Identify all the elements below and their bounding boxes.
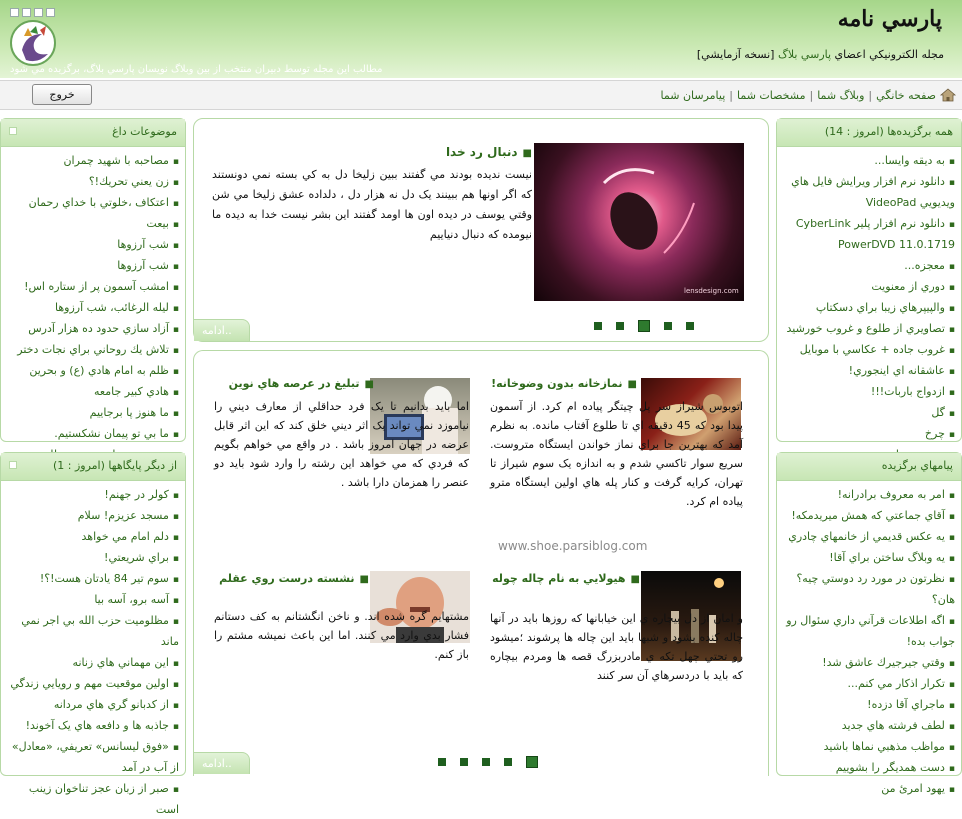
blog-watermark: www.shoe.parsiblog.com	[498, 539, 648, 553]
list-item[interactable]: ▪ «فوق ليسانس» تعريفي، «معادل»	[7, 737, 179, 758]
list-item[interactable]: ماند	[160, 635, 179, 648]
list-item[interactable]: ▪ آقاي جماعتي كه همش ميريدمكه!	[783, 506, 955, 527]
featured-title[interactable]: ■ دنبال رد خدا	[212, 145, 532, 159]
box-corner-icon	[9, 127, 17, 135]
list-item[interactable]: ▪ مسجد عزيزم! سلام	[7, 506, 179, 527]
list-item[interactable]: ▪ به ديقه وايسا...	[783, 151, 955, 172]
list-item[interactable]: ▪ جاذبه ها و دافعه هاي يک آخوند!	[7, 716, 179, 737]
logo-icon	[10, 20, 56, 66]
list-item[interactable]: ▪ هادي كبير جامعه	[7, 382, 179, 403]
nav-profile[interactable]: مشخصات شما	[737, 88, 806, 102]
list-item[interactable]: ▪ آسه برو، آسه بيا	[7, 590, 179, 611]
post-text-street: و امان از دل بيچاره ي اين خيابانها كه روزها بايد در آنها چاله كنده بشود و شبها بايد اين چاله ها پرشوند ؛ميشود رو تحتي چهل تكه ي مادربزرگ قصه ها ومردم بيچاره كه بايد با دردسرهاي آن سر كنند	[490, 612, 743, 682]
pager-dot[interactable]	[664, 322, 672, 330]
list-item[interactable]: ▪ اين مهماني هاي زنانه	[7, 653, 179, 674]
list-item[interactable]: ▪ آزاد سازي حدود ده هزار آدرس	[7, 319, 179, 340]
list-item[interactable]: ▪ دانلود نرم افزار ويرايش فايل هاي	[783, 172, 955, 193]
all-selected-header	[777, 119, 961, 147]
list-item[interactable]: ▪ امر به معروف برادرانه!	[783, 485, 955, 506]
other-sites-box	[0, 452, 186, 816]
list-item[interactable]: ▪ ليله الرغائب، شب آرزوها	[7, 298, 179, 319]
all-selected-list	[777, 147, 961, 466]
all-selected-count: (امروز : 14)	[824, 125, 884, 138]
list-item[interactable]: ▪ از كدبانو گري هاي مردانه	[7, 695, 179, 716]
post-text-cleric: اما بايد بدانيم تا يک فرد حداقلي از معارف ديني را نياموزد نمي تواند يک اثر ديني خلق كند كه اين اثر قابل عرضه در جهان امروز باشد . در واقع مي خواهم بگويم كه فردي كه مي خواهد اين رشته را وارد شود بايد دو عنصر را همزمان دارا باشد .	[214, 400, 469, 489]
featured-image-caption: lensdesign.com	[684, 287, 739, 295]
list-item[interactable]: ▪ يه وبلاگ ساختن براي آقا!	[783, 548, 955, 569]
featured-pager	[594, 320, 694, 332]
logout-button[interactable]: خروج	[32, 84, 92, 105]
all-selected-box	[776, 118, 962, 442]
list-item[interactable]: ▪ سوم تير 84 يادتان هست!؟!	[7, 569, 179, 590]
hot-topics-header	[1, 119, 185, 147]
list-item[interactable]: ▪ صبر از زبان عجز تناخوان زينب است	[7, 779, 179, 819]
post-title[interactable]: ■ نشسته درست روي عقلم	[214, 569, 369, 590]
list-item[interactable]: ▪ شب آرزوها	[7, 256, 179, 277]
list-item[interactable]: PowerDVD 11.0.1719	[837, 238, 955, 251]
all-selected-title: همه برگزيده‌ها	[887, 125, 953, 138]
list-item[interactable]: جواب بده!	[906, 635, 955, 648]
top-navbar	[0, 80, 962, 110]
list-item[interactable]: ▪ دانلود نرم افزار پلير CyberLink	[783, 214, 955, 235]
pager-dot[interactable]	[482, 758, 490, 766]
post-block-prayer	[490, 377, 743, 390]
post-title[interactable]: ■ نمازخانه بدون وضوخانه!	[490, 377, 637, 390]
list-item[interactable]: ▪ ما بي تو پيمان نشكستيم.	[7, 424, 179, 445]
site-logo[interactable]	[6, 6, 58, 62]
nav-separator: |	[809, 88, 814, 102]
list-item[interactable]: ▪ يهود امرئ من	[783, 779, 955, 800]
other-sites-list	[1, 481, 185, 819]
list-item[interactable]: ▪ امشب آسمون پر از ستاره اس!	[7, 277, 179, 298]
list-item[interactable]: ▪ بيعت	[7, 214, 179, 235]
list-item[interactable]: ▪ ازدواج باربات!!!	[783, 382, 955, 403]
selected-messages-list	[777, 481, 961, 800]
other-sites-count: (امروز : 1)	[52, 459, 105, 472]
posts-panel	[193, 350, 769, 776]
list-item[interactable]: ▪ اگه اطلاعات قرآني داري سئوال رو	[783, 611, 955, 632]
featured-image[interactable]	[534, 143, 744, 301]
list-item[interactable]: ▪ تكرار اذكار مي كنم...	[783, 674, 955, 695]
pager-dot[interactable]	[438, 758, 446, 766]
list-item[interactable]: ▪ زن يعني تحريك!؟	[7, 172, 179, 193]
list-item[interactable]: ▪ دست همديگر را بشوييم	[783, 758, 955, 779]
posts-pager	[438, 756, 538, 768]
posts-more-link[interactable]: ادامه..	[194, 752, 250, 774]
post-title[interactable]: ■ هيولايي به نام چاله چوله	[490, 569, 640, 590]
list-item[interactable]: ▪ مواظب مذهبي نماها باشيد	[783, 737, 955, 758]
post-text-prayer: اتوبوس شيراز سر پل چيتگر پياده ام كرد. از آسمون پيدا بود كه 45 دقيقه اي تا طلوع آفتاب مانده. به نظرم آمد كه بهترين جا براي نماز خواندن ايستگاه متروست. سريع سوار تاكسي شدم و به اندازه يک سوم شيراز تا تهران، كرايه گرفت و كنار پله هاي اولين ايستگاه مترو پياده ام كرد.	[490, 400, 743, 508]
nav-links	[661, 88, 956, 102]
list-item[interactable]: ويديويي VideoPad	[865, 196, 955, 209]
box-corner-icon	[9, 461, 17, 469]
pager-dot[interactable]	[594, 322, 602, 330]
site-description: مطالب اين مجله توسط دبيران منتخب از بين وبلاگ نويسان پارسي بلاگ، برگزيده مي شود	[10, 64, 383, 75]
hot-topics-title: موضوعات داغ	[112, 125, 177, 138]
featured-content	[212, 145, 532, 245]
list-item[interactable]: ▪ عاشقانه اي اينجوري!	[783, 361, 955, 382]
other-sites-header	[1, 453, 185, 481]
list-item[interactable]: ▪ وقتي جيرجيرك عاشق شد!	[783, 653, 955, 674]
list-item[interactable]: ▪ ماجراي آقا دزده!	[783, 695, 955, 716]
list-item[interactable]: ▪ ظلم به امام هادي (ع) و بحرين	[7, 361, 179, 382]
selected-messages-header	[777, 453, 961, 481]
list-item[interactable]: ▪ كولر در جهنم!	[7, 485, 179, 506]
list-item[interactable]: ▪ اولين موقعيت مهم و رويايي زندگي	[7, 674, 179, 695]
list-item[interactable]: ▪ تلاش يك روحاني براي نجات دختر	[7, 340, 179, 361]
list-item[interactable]: ▪ گل	[783, 403, 955, 424]
nav-home[interactable]: صفحه خانگي	[876, 88, 936, 102]
list-item[interactable]: ▪ اعتكاف ،خلوتي با خداي رحمان	[7, 193, 179, 214]
post-title[interactable]: ■ تبليغ در عرصه هاي نوين	[214, 377, 374, 390]
nav-weblog[interactable]: وبلاگ شما	[817, 88, 865, 102]
featured-text: نيست نديده بودند مي گفتند ببين زليخا دل به كي بسته نمي دونستند كه اگر اونها هم ببينند يک دل نه هزار دل ، دلداده عشق زليخا مي شن وقتي يوسف در ديده اون ها اومد گفتند اين بشر نيست خدا به ديده ما نيومده كه دنبال دنياييم	[212, 168, 532, 241]
list-item[interactable]: ▪ شب آرزوها	[7, 235, 179, 256]
list-item[interactable]: ▪ نظرتون در مورد رد دوستي چيه؟	[783, 569, 955, 590]
pager-dot[interactable]	[526, 756, 538, 768]
site-subtitle	[697, 48, 944, 61]
featured-panel	[193, 118, 769, 342]
list-item[interactable]: ▪ دوري از معنويت	[783, 277, 955, 298]
pager-dot[interactable]	[686, 322, 694, 330]
parsiblog-link[interactable]: پارسي بلاگ	[777, 48, 832, 61]
featured-more-link[interactable]: ادامه..	[194, 319, 250, 341]
pager-dot[interactable]	[460, 758, 468, 766]
list-item[interactable]: ▪ يه عكس قديمي از خانمهاي چادري	[783, 527, 955, 548]
list-item[interactable]: ▪ دلم امام مي خواهد	[7, 527, 179, 548]
subtitle-prefix: مجله الكترونيكي اعضاي	[834, 48, 944, 61]
site-header	[0, 0, 962, 78]
list-item[interactable]: ▪ معجزه...	[783, 256, 955, 277]
list-item[interactable]: ▪ لطف فرشته هاي جديد	[783, 716, 955, 737]
list-item[interactable]: ▪ ما هنوز پا برجاييم	[7, 403, 179, 424]
list-item[interactable]: هان؟	[931, 593, 955, 606]
nav-messenger[interactable]: پيامرسان شما	[660, 88, 726, 102]
nav-separator: |	[729, 88, 733, 102]
list-item[interactable]: ▪ والپيپرهاي زيبا براي دسكتاپ	[783, 298, 955, 319]
nav-separator: |	[868, 88, 873, 102]
list-item[interactable]: ▪ غروب جاده + عكاسي با موبايل	[783, 340, 955, 361]
other-sites-title: از ديگر پايگاهها	[108, 459, 177, 472]
all-selected-heading	[825, 125, 953, 146]
hot-topics-box	[0, 118, 186, 442]
pager-dot[interactable]	[616, 322, 624, 330]
list-item[interactable]: از آب در آمد	[121, 761, 179, 774]
post-text-angry-man: مشتهايم گره شده اند. و ناخن انگشتانم به كف دستانم فشار بدي وارد مي كنند. اما اين باعث نميشه مشتم را باز كنم.	[214, 610, 469, 661]
pager-dot[interactable]	[638, 320, 650, 332]
other-sites-heading	[53, 459, 177, 480]
site-title[interactable]: پارسي نامه	[837, 6, 942, 32]
list-item[interactable]: ▪ مظلوميت حزب الله بي اجر نمي	[7, 611, 179, 632]
list-item[interactable]: ▪ چرخ	[783, 424, 955, 445]
subtitle-suffix: [نسخه آزمايشي]	[696, 48, 775, 61]
selected-messages-title: پيامهاي برگزيده	[881, 459, 953, 472]
home-icon	[940, 88, 956, 102]
list-item[interactable]: ▪ براي شريعتي!	[7, 548, 179, 569]
selected-messages-box	[776, 452, 962, 795]
list-item[interactable]: ▪ تصاويري از طلوع و غروب خورشيد	[783, 319, 955, 340]
pager-dot[interactable]	[504, 758, 512, 766]
hot-topics-list	[1, 147, 185, 466]
list-item[interactable]: ▪ مصاحبه با شهيد چمران	[7, 151, 179, 172]
window-dots	[10, 8, 55, 17]
